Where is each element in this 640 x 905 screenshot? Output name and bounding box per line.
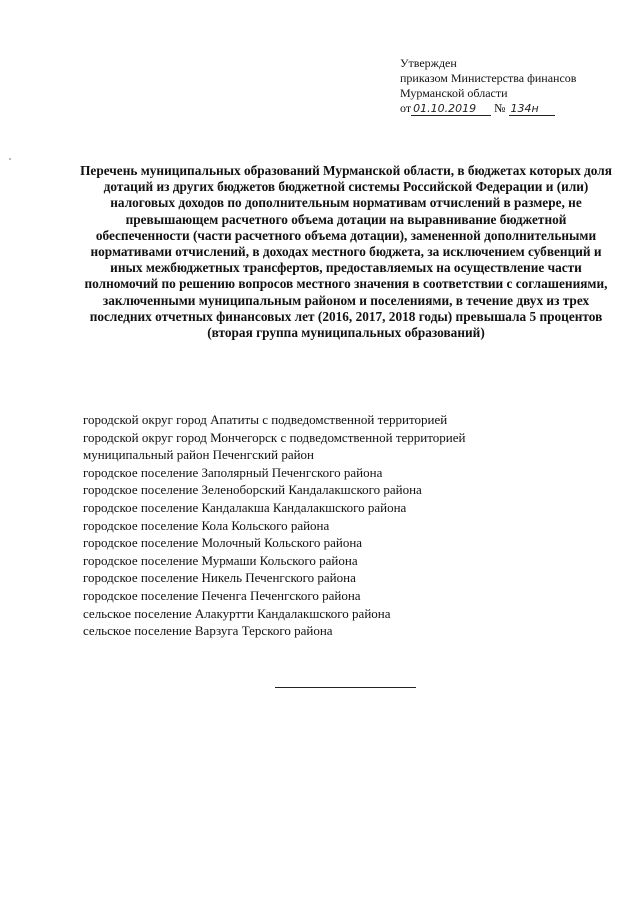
list-item: сельское поселение Алакуртти Кандалакшского района xyxy=(83,605,391,621)
list-item: городское поселение Мурмаши Кольского района xyxy=(83,552,358,568)
list-item: городской округ город Мончегорск с подведомственной территорией xyxy=(83,429,466,445)
approval-date-number-line xyxy=(400,101,630,116)
list-item: городское поселение Кола Кольского района xyxy=(83,517,330,533)
approval-line-region: Мурманской области xyxy=(400,86,508,100)
scan-speck xyxy=(9,158,11,160)
document-title xyxy=(80,163,612,341)
list-item: городское поселение Кандалакша Кандалакшского района xyxy=(83,499,407,515)
list-item: городское поселение Никель Печенгского района xyxy=(83,570,356,586)
handwritten-order-number: 134н xyxy=(509,103,555,116)
approval-stamp xyxy=(400,56,630,116)
list-item: городское поселение Заполярный Печенгского района xyxy=(83,464,383,480)
list-item: городское поселение Зеленоборский Кандалакшского района xyxy=(83,482,422,498)
list-item: городское поселение Печенга Печенгского района xyxy=(83,587,361,603)
date-prefix: от xyxy=(400,101,412,115)
handwritten-date: 01.10.2019 xyxy=(411,103,491,116)
list-item: муниципальный район Печенгский район xyxy=(83,447,315,463)
title-group: (вторая группа муниципальных образований) xyxy=(207,325,485,341)
title-main: Перечень муниципальных образований Мурманской области, в бюджетах которых доля дотаций из других бюджетов бюджетной системы Российской Федерации и (или) налоговых доходов по дополнительным нормативам отчислений в размере, не превышающем расчетного объема дотации на выравнивание бюджетной обеспеченности (части расчетного объема дотации), замененной дополнительными нормативами отчислений, в доходах местного бюджета, за исключением субвенций и иных межбюджетных трансфертов, предоставляемых на осуществление части полномочий по решению вопросов местного значения в соответствии с соглашениями, заключенными муниципальным районом и поселениями, в течение двух из трех последних отчетных финансовых лет (2016, 2017, 2018 годы) превышала 5 процентов xyxy=(80,163,612,324)
closing-divider xyxy=(275,687,416,688)
approval-line-approved: Утвержден xyxy=(400,56,457,70)
list-item: городской округ город Апатиты с подведомственной территорией xyxy=(83,412,448,427)
list-item: городское поселение Молочный Кольского района xyxy=(83,535,363,551)
municipality-list xyxy=(83,411,623,640)
list-item: сельское поселение Варзуга Терского района xyxy=(83,623,333,639)
approval-line-order: приказом Министерства финансов xyxy=(400,71,577,85)
number-sign: № xyxy=(494,101,506,115)
